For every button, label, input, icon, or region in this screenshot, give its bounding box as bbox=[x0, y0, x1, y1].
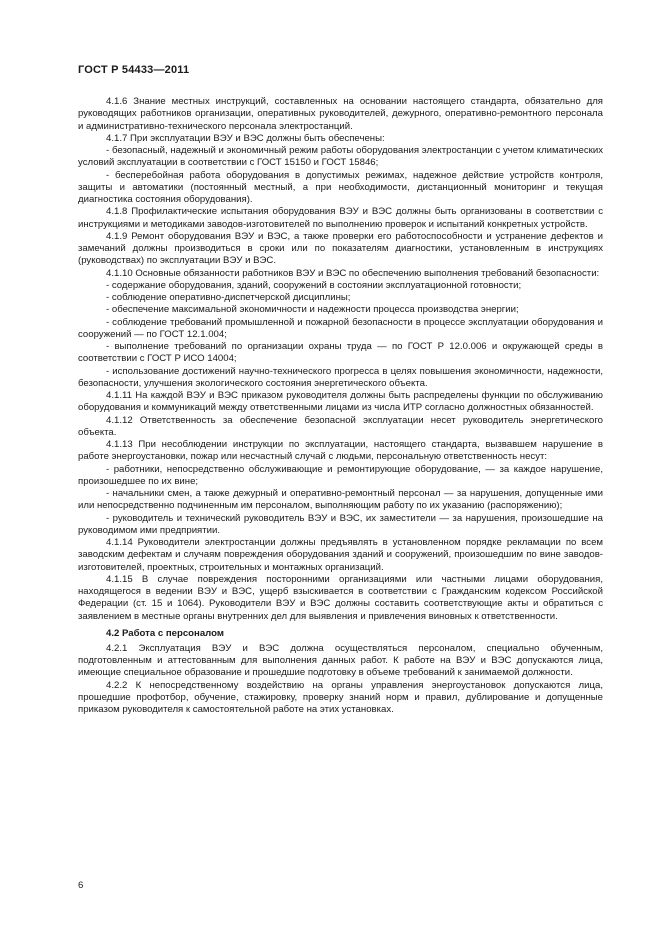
paragraph: 4.1.13 При несоблюдении инструкции по эксплуатации, настоящего стандарта, вызвавшем нарушение в работе энергоустановки, пожар или несчастный случай с людьми, персональную ответственность несут: bbox=[78, 439, 603, 463]
list-item: - использование достижений научно-технического прогресса в целях повышения экономичности, надежности, безопасности, улучшения экологического состояния энергетического объекта. bbox=[78, 365, 603, 389]
document-header: ГОСТ Р 54433—2011 bbox=[78, 64, 190, 76]
paragraph: 4.2.1 Эксплуатация ВЭУ и ВЭС должна осуществляться персоналом, специально обученным, подготовленным и аттестованным для выполнения данных работ. К работе на ВЭУ и ВЭС допускаются лица, имеющие специальное образование и прошедшие подготовку в объеме требований к занимаемой должности. bbox=[78, 642, 603, 679]
section-heading: 4.2 Работа с персоналом bbox=[106, 627, 224, 639]
list-item: - выполнение требований по организации охраны труда — по ГОСТ Р 12.0.006 и окружающей среды в соответствии с ГОСТ Р ИСО 14004; bbox=[78, 341, 603, 365]
paragraph: 4.2.2 К непосредственному воздействию на органы управления энергоустановок допускаются лица, прошедшие профотбор, обучение, стажировку, проверку знаний норм и правил, дублирование и допущенные приказом руководителя к самостоятельной работе на этих установках. bbox=[78, 679, 603, 715]
list-item: - начальники смен, а также дежурный и оперативно-ремонтный персонал — за нарушения, допущенные ими или непосредственно подчиненным им персоналом, выполняющим работу по их указанию (распоряжению); bbox=[78, 488, 603, 512]
paragraph: 4.1.14 Руководители электростанции должны предъявлять в установленном порядке рекламации по всем заводским дефектам и случаям повреждения оборудования зданий и сооружений, произошедшим по вине заводов-изготовителей, проектных, строительных и монтажных организаций. bbox=[78, 537, 603, 573]
paragraph: 4.1.12 Ответственность за обеспечение безопасной эксплуатации несет руководитель энергетического объекта. bbox=[78, 414, 603, 438]
paragraph: 4.1.11 На каждой ВЭУ и ВЭС приказом руководителя должны быть распределены функции по обслуживанию оборудования и коммуникаций между ответственными лицами из числа ИТР согласно должностных обязанностей. bbox=[78, 390, 603, 414]
list-item: - работники, непосредственно обслуживающие и ремонтирующие оборудование, — за каждое нарушение, произошедшее по их вине; bbox=[78, 463, 603, 487]
paragraph: 4.1.6 Знание местных инструкций, составленных на основании настоящего стандарта, обязательно для руководящих работников организации, оперативных руководителей, дежурного, оперативно-ремонтного персонала и административно-технического персонала электростанций. bbox=[78, 96, 603, 132]
paragraph: 4.1.9 Ремонт оборудования ВЭУ и ВЭС, а также проверки его работоспособности и устранение дефектов и замечаний должны производиться в сроки или по показателям диагностики, установленным в инструкциях (руководствах) по эксплуатации ВЭУ и ВЭС. bbox=[78, 230, 603, 267]
document-body bbox=[78, 96, 603, 716]
list-item: - содержание оборудования, зданий, сооружений в состоянии эксплуатационной готовности; bbox=[106, 279, 522, 291]
list-item: - руководитель и технический руководитель ВЭУ и ВЭС, их заместители — за нарушения, произошедшие на руководимом ими предприятии. bbox=[78, 512, 603, 536]
paragraph: 4.1.8 Профилактические испытания оборудования ВЭУ и ВЭС должны быть организованы в соответствии с инструкциями и методиками заводов-изготовителей по выполнению проверок и испытаний конкретных устройств. bbox=[78, 206, 603, 230]
list-item: - соблюдение оперативно-диспетчерской дисциплины; bbox=[106, 292, 351, 303]
list-item: - безопасный, надежный и экономичный режим работы оборудования электростанции с учетом климатических условий эксплуатации в соответствии с ГОСТ 15150 и ГОСТ 15846; bbox=[78, 145, 603, 169]
page-number: 6 bbox=[78, 880, 84, 891]
paragraph: 4.1.15 В случае повреждения посторонними организациями или частными лицами оборудования, находящегося в ведении ВЭУ и ВЭС, ущерб взыскивается в соответствии с Гражданским кодексом Российской Федерации (ст. 15 и 1064). Руководители ВЭУ и ВЭС должны составить соответствующие акты и обратиться с заявлением в местные органы внутренних дел для выявления и привлечения виновных к ответственности. bbox=[78, 573, 603, 622]
paragraph: 4.1.7 При эксплуатации ВЭУ и ВЭС должны быть обеспечены: bbox=[106, 132, 385, 144]
paragraph: 4.1.10 Основные обязанности работников ВЭУ и ВЭС по обеспечению выполнения требований безопасности: bbox=[106, 267, 600, 279]
list-item: - бесперебойная работа оборудования в допустимых режимах, надежное действие устройств контроля, защиты и автоматики (постоянный местный, а при необходимости, дистанционный мониторинг и текущая диагностика состояния оборудования). bbox=[78, 169, 603, 205]
list-item: - обеспечение максимальной экономичности и надежности процесса производства энергии; bbox=[106, 304, 519, 316]
list-item: - соблюдение требований промышленной и пожарной безопасности в процессе эксплуатации оборудования и сооружений — по ГОСТ 12.1.004; bbox=[78, 316, 603, 340]
